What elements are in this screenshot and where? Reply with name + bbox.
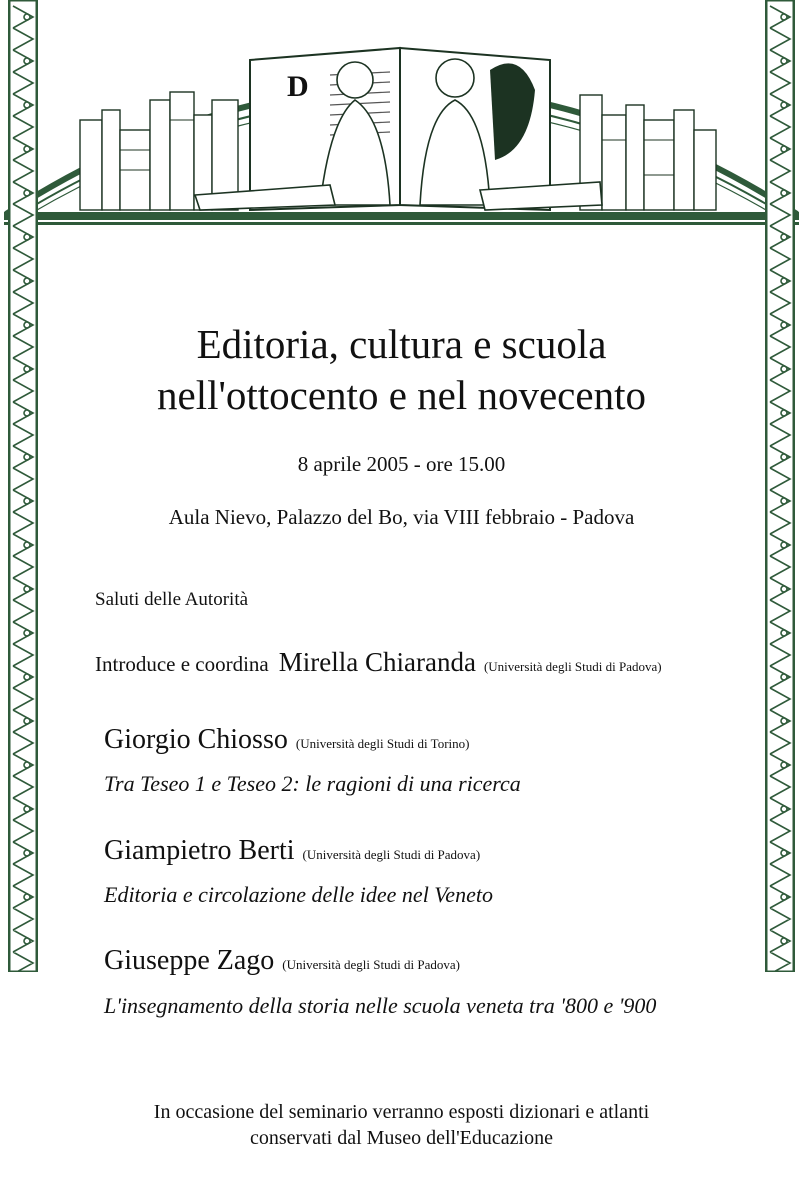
speaker-name: Giampietro Berti: [104, 835, 295, 866]
event-date: 8 aprile 2005 - ore 15.00: [297, 452, 506, 476]
event-venue: Aula Nievo, Palazzo del Bo, via VIII febbraio - Padova: [168, 505, 635, 529]
speaker-talk: Editoria e circolazione delle idee nel Veneto: [104, 882, 493, 907]
speaker-talk: L'insegnamento della storia nelle scuola veneta tra '800 e '900: [104, 993, 657, 1018]
speaker-3: [104, 945, 460, 977]
book-initial-letter: D: [287, 70, 309, 103]
speaker-affiliation: (Università degli Studi di Padova): [302, 847, 481, 862]
intro-affiliation: (Università degli Studi di Padova): [483, 659, 662, 674]
footer-note-line-2: conservati dal Museo dell'Educazione: [250, 1127, 553, 1149]
title-line-1: Editoria, cultura e scuola: [196, 321, 607, 367]
intro-name: Mirella Chiaranda: [278, 647, 476, 677]
speaker-affiliation: (Università degli Studi di Torino): [295, 736, 470, 751]
right-column-ornament: [765, 0, 795, 972]
speaker-talk: Tra Teseo 1 e Teseo 2: le ragioni di una ricerca: [104, 771, 521, 796]
speaker-2: [104, 835, 480, 867]
speaker-1: [104, 724, 469, 756]
arch-illustration: [0, 0, 803, 230]
speaker-name: Giorgio Chiosso: [104, 724, 288, 755]
left-column-ornament: [8, 0, 38, 972]
intro-line: [95, 647, 662, 678]
title-line-2: nell'ottocento e nel novecento: [157, 372, 646, 418]
speaker-name: Giuseppe Zago: [104, 945, 275, 976]
footer-note-line-1: In occasione del seminario verranno esposti dizionari e atlanti: [153, 1101, 650, 1123]
intro-label: Introduce e coordina: [95, 652, 269, 676]
greetings: Saluti delle Autorità: [95, 589, 249, 610]
speaker-affiliation: (Università degli Studi di Padova): [282, 957, 460, 972]
